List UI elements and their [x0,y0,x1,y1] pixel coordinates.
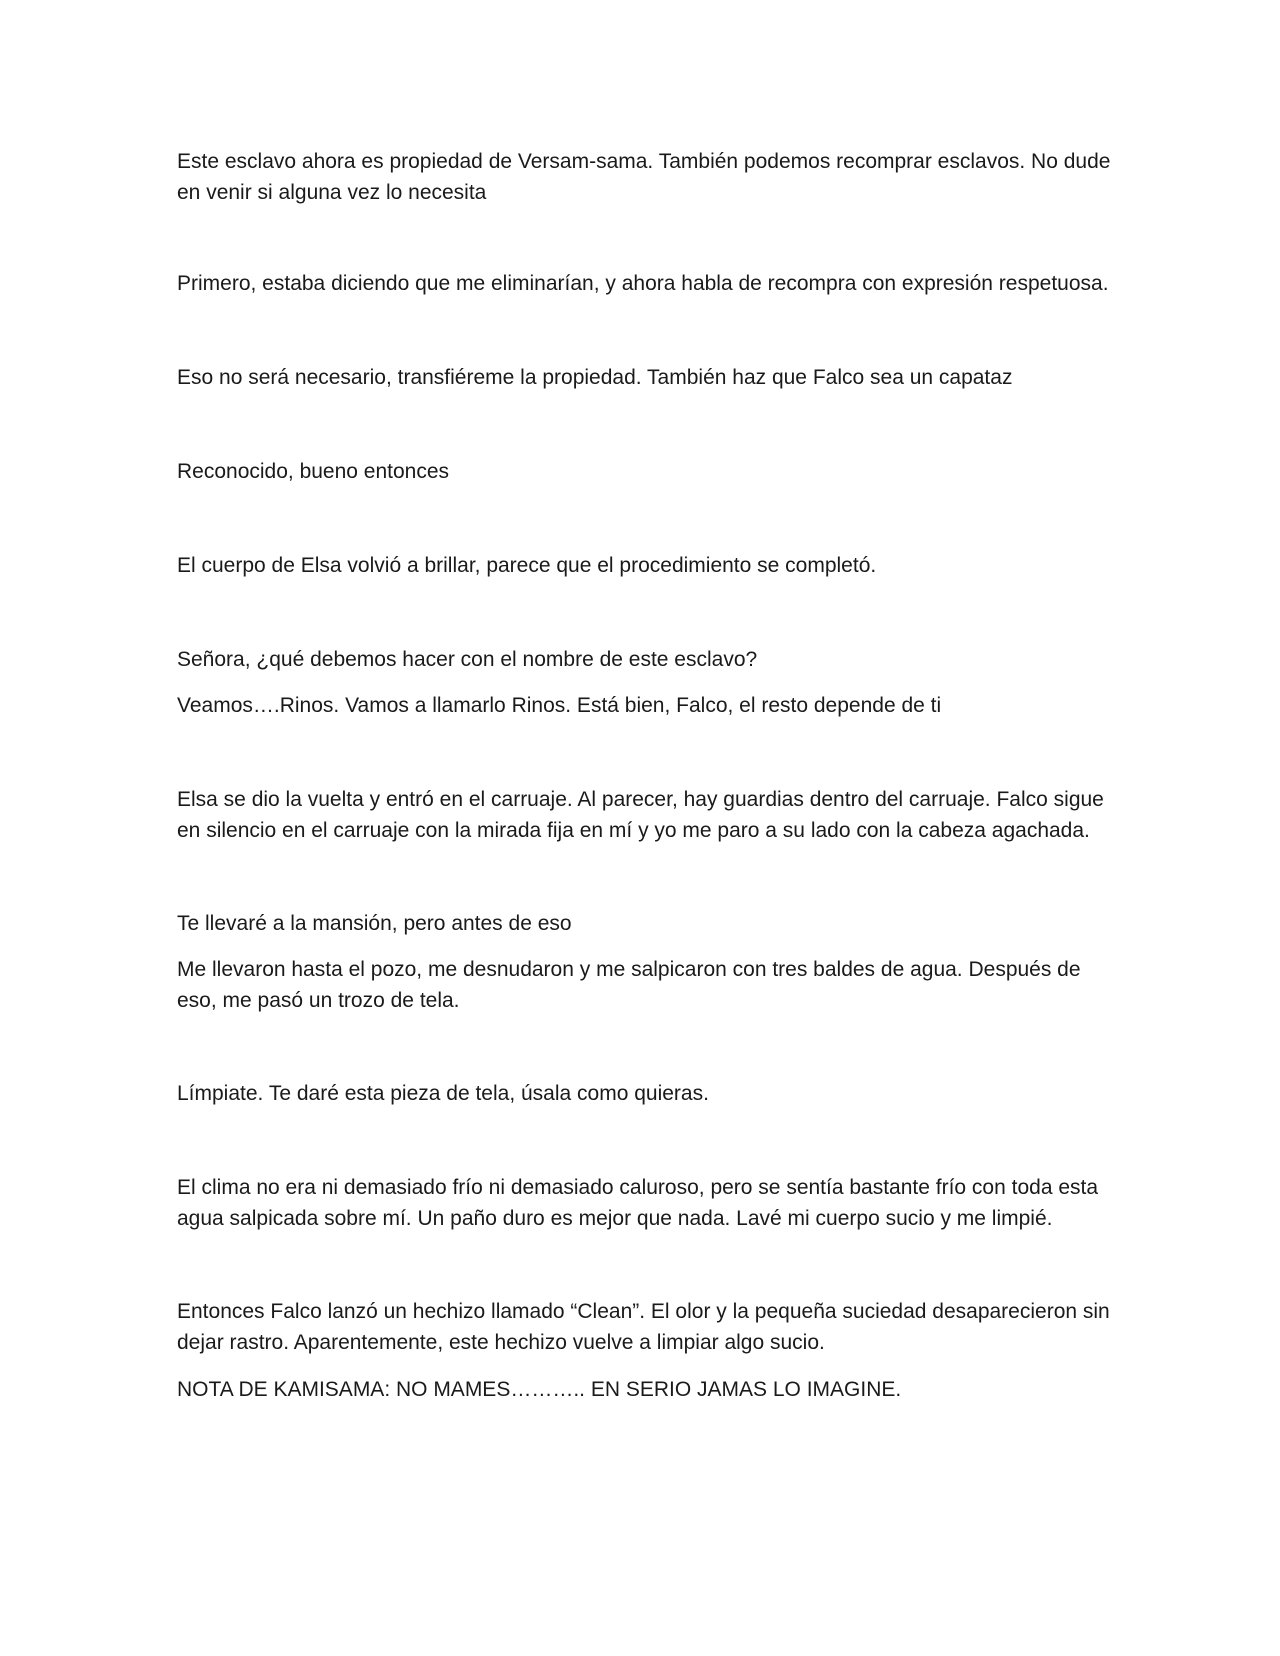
paragraph-7: Veamos….Rinos. Vamos a llamarlo Rinos. Está bien, Falco, el resto depende de ti [177,694,942,717]
paragraph-9: Te llevaré a la mansión, pero antes de eso [177,912,572,935]
paragraph-3: Eso no será necesario, transfiéreme la propiedad. También haz que Falco sea un capataz [177,366,1013,389]
paragraph-12: El clima no era ni demasiado frío ni demasiado caluroso, pero se sentía bastante frío con toda esta agua salpicada sobre mí. Un paño duro es mejor que nada. Lavé mi cuerpo sucio y me limpié. [177,1176,1099,1230]
paragraph-4: Reconocido, bueno entonces [177,460,450,483]
paragraph-10: Me llevaron hasta el pozo, me desnudaron y me salpicaron con tres baldes de agua. Después de eso, me pasó un trozo de tela. [177,958,1081,1012]
paragraph-2: Primero, estaba diciendo que me eliminarían, y ahora habla de recompra con expresión respetuosa. [177,272,1109,295]
paragraph-11: Límpiate. Te daré esta pieza de tela, úsala como quieras. [177,1082,709,1105]
paragraph-8: Elsa se dio la vuelta y entró en el carruaje. Al parecer, hay guardias dentro del carruaje. Falco sigue en silencio en el carruaje con la mirada fija en mí y yo me paro a su lado con la cabeza agachada. [177,788,1104,842]
paragraph-5: El cuerpo de Elsa volvió a brillar, parece que el procedimiento se completó. [177,554,877,577]
paragraph-6: Señora, ¿qué debemos hacer con el nombre de este esclavo? [177,648,758,671]
paragraph-13: Entonces Falco lanzó un hechizo llamado “Clean”. El olor y la pequeña suciedad desaparecieron sin dejar rastro. Aparentemente, este hechizo vuelve a limpiar algo sucio. [177,1300,1110,1354]
paragraph-14: NOTA DE KAMISAMA: NO MAMES……….. EN SERIO JAMAS LO IMAGINE. [177,1378,902,1401]
paragraph-1: Este esclavo ahora es propiedad de Versam-sama. También podemos recomprar esclavos. No dude en venir si alguna vez lo necesita [177,150,1111,204]
